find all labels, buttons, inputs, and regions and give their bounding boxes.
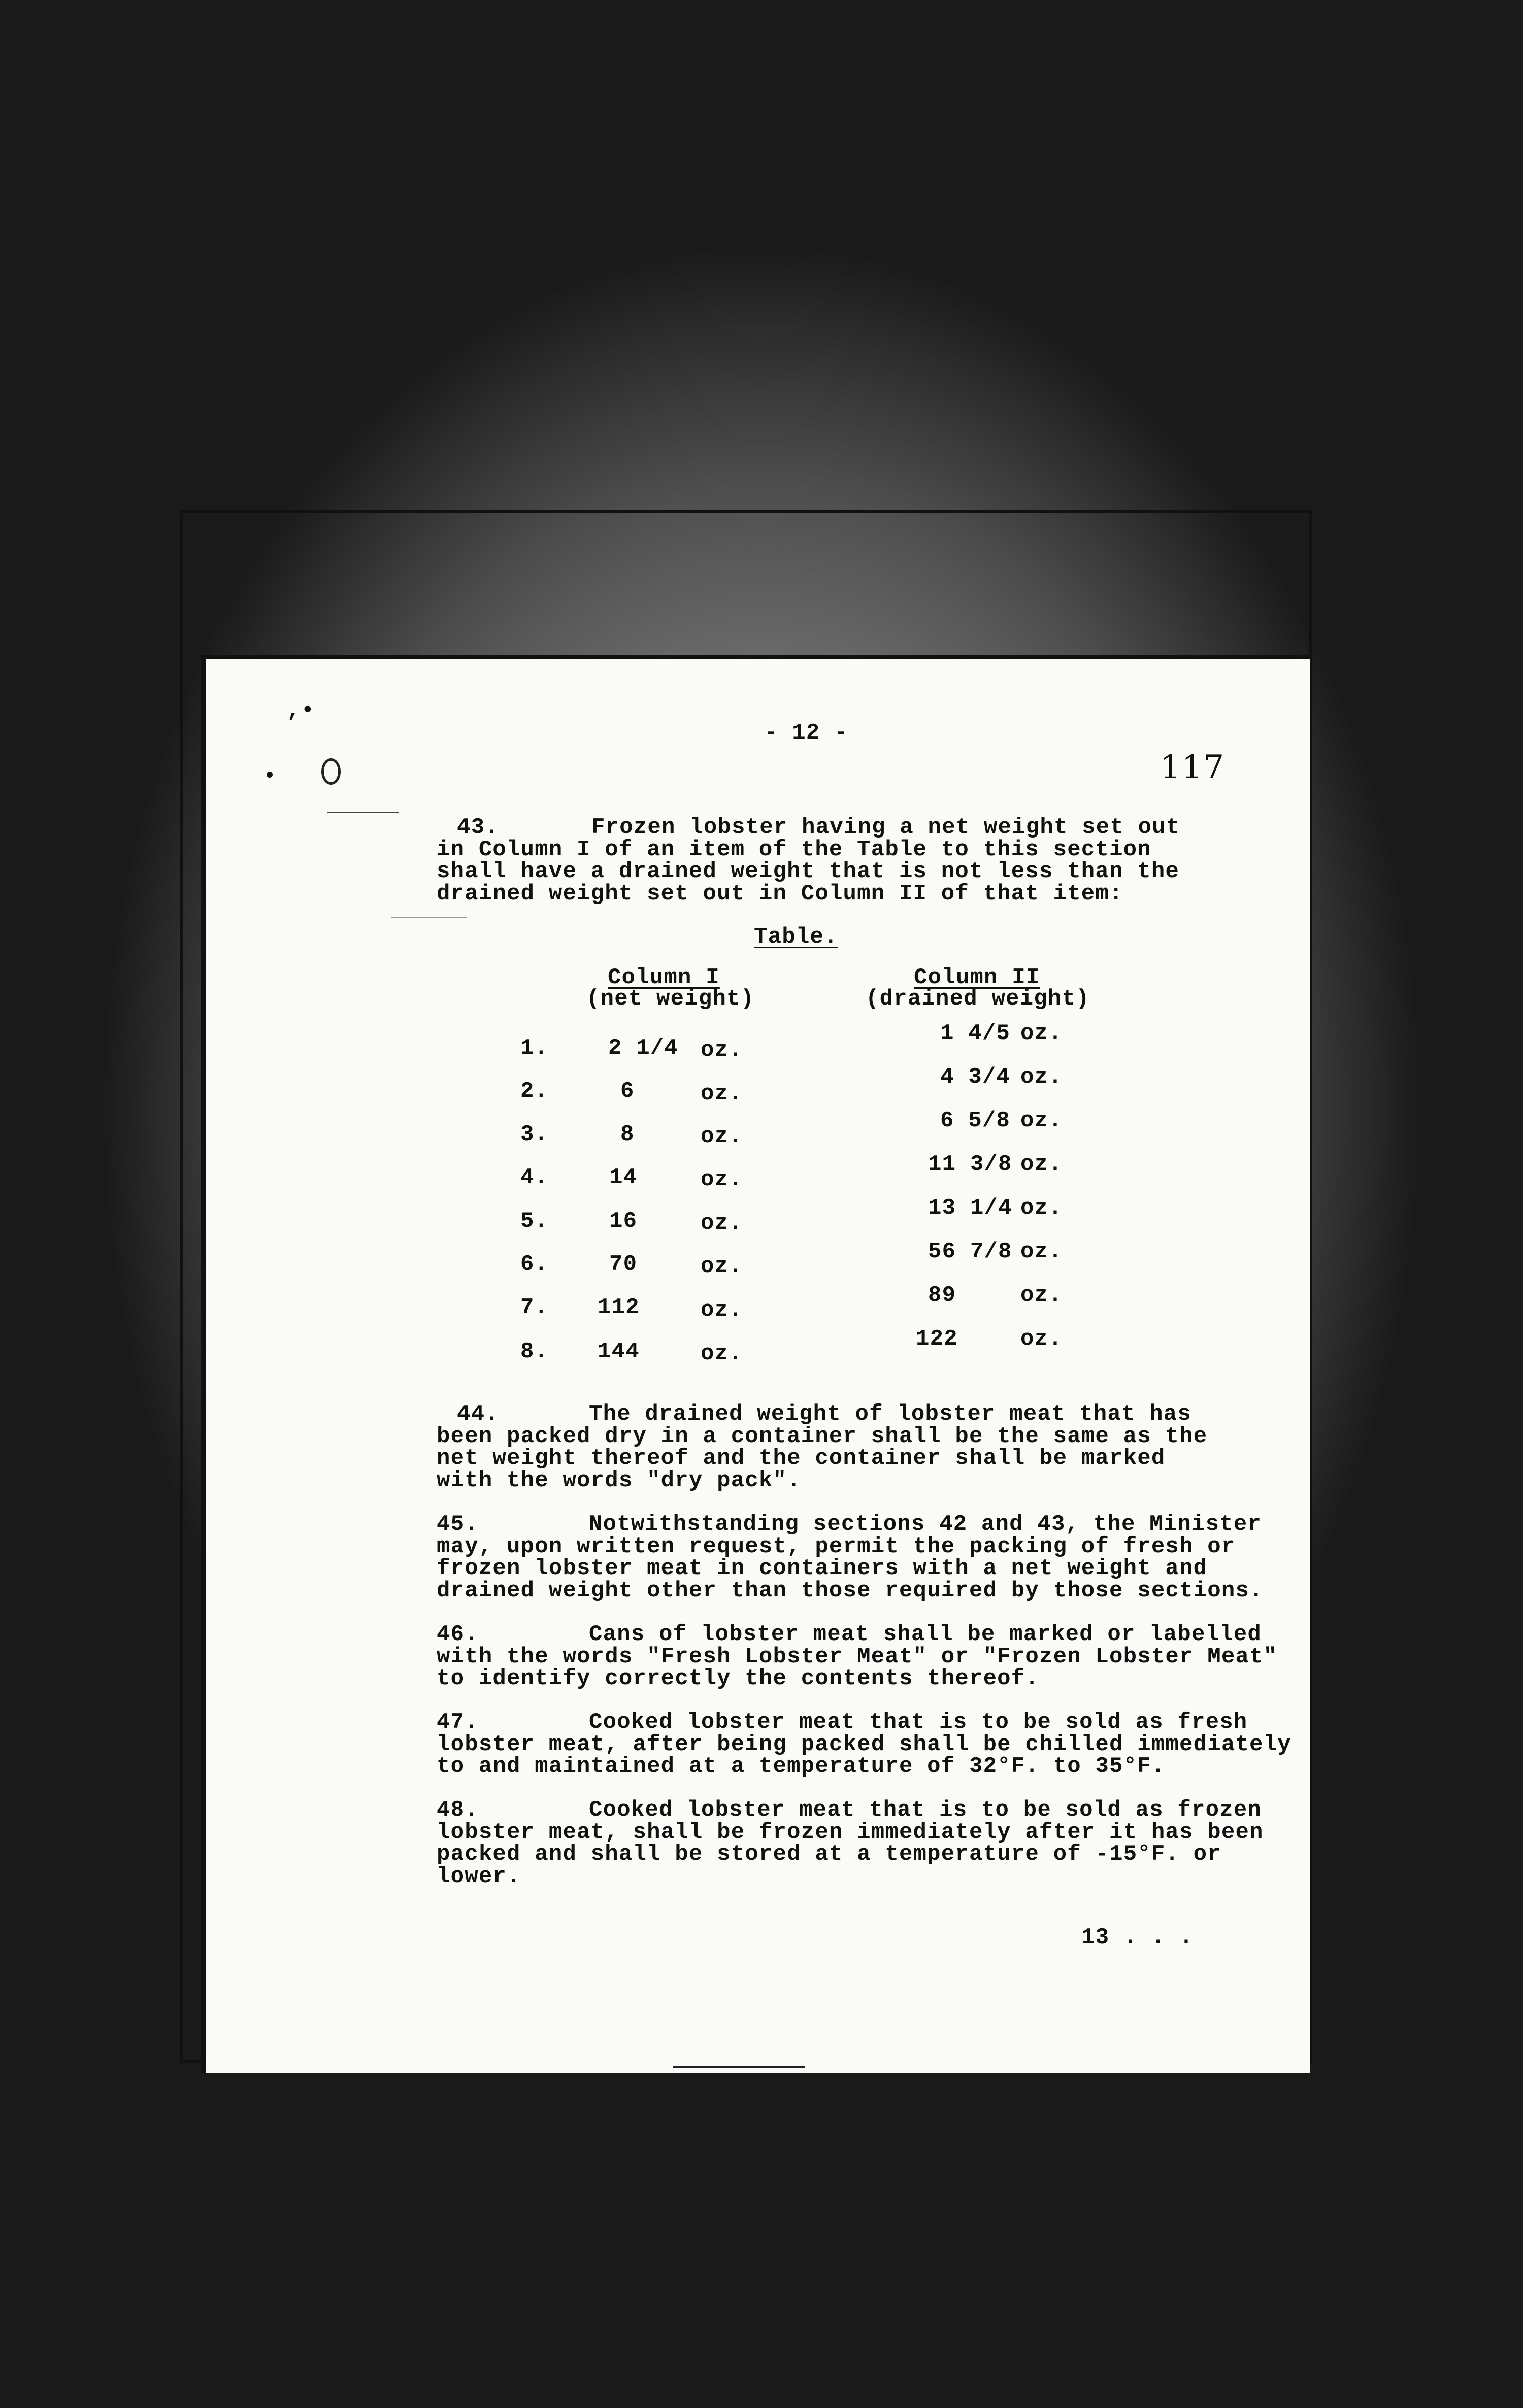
table-item-number: 2. bbox=[520, 1079, 549, 1104]
net-weight-unit: oz. bbox=[701, 1254, 743, 1279]
section-text-line: shall have a drained weight that is not less than the bbox=[437, 859, 1180, 884]
drained-weight-unit: oz. bbox=[1020, 1326, 1063, 1352]
punch-hole bbox=[321, 758, 341, 785]
drained-weight-unit: oz. bbox=[1020, 1195, 1063, 1221]
section-text-line: in Column I of an item of the Table to this section bbox=[437, 837, 1151, 862]
section-number: 45. bbox=[437, 1512, 479, 1537]
table-item-number: 7. bbox=[520, 1295, 549, 1320]
net-weight-value: 16 bbox=[609, 1209, 638, 1234]
section-text-line: lobster meat, after being packed shall be chilled immediately bbox=[437, 1732, 1292, 1757]
net-weight-unit: oz. bbox=[701, 1081, 743, 1107]
drained-weight-unit: oz. bbox=[1020, 1064, 1063, 1090]
drained-weight-unit: oz. bbox=[1020, 1152, 1063, 1177]
drained-weight-unit: oz. bbox=[1020, 1283, 1063, 1308]
section-number: 48. bbox=[437, 1797, 479, 1823]
section-text-line: drained weight set out in Column II of that item: bbox=[437, 881, 1123, 907]
net-weight-unit: oz. bbox=[701, 1297, 743, 1323]
section-text-line: Cooked lobster meat that is to be sold as fresh bbox=[589, 1710, 1248, 1735]
section-number: 46. bbox=[437, 1622, 479, 1647]
section-text-line: drained weight other than those required by those sections. bbox=[437, 1578, 1264, 1603]
column-1-header: Column I bbox=[608, 965, 720, 990]
drained-weight-value: 6 5/8 bbox=[940, 1108, 1011, 1133]
section-text-line: packed and shall be stored at a temperature of -15°F. or bbox=[437, 1842, 1221, 1867]
table-item-number: 5. bbox=[520, 1209, 549, 1234]
net-weight-value: 2 1/4 bbox=[608, 1035, 679, 1061]
net-weight-value: 6 bbox=[620, 1079, 635, 1104]
section-number: 44. bbox=[457, 1401, 499, 1427]
net-weight-unit: oz. bbox=[701, 1038, 743, 1063]
section-text-line: Notwithstanding sections 42 and 43, the Minister bbox=[589, 1512, 1262, 1537]
net-weight-unit: oz. bbox=[701, 1341, 743, 1366]
drained-weight-value: 122 bbox=[916, 1326, 958, 1352]
margin-speck bbox=[267, 772, 273, 778]
net-weight-unit: oz. bbox=[701, 1211, 743, 1236]
section-text-line: Cooked lobster meat that is to be sold as frozen bbox=[589, 1797, 1262, 1823]
section-text-line: with the words "dry pack". bbox=[437, 1468, 801, 1493]
section-text-line: with the words "Fresh Lobster Meat" or "Frozen Lobster Meat" bbox=[437, 1644, 1278, 1669]
section-text-line: net weight thereof and the container shall be marked bbox=[437, 1446, 1166, 1471]
section-text-line: The drained weight of lobster meat that has bbox=[589, 1401, 1191, 1427]
column-2-header: Column II bbox=[914, 965, 1040, 990]
section-text-line: Cans of lobster meat shall be marked or labelled bbox=[589, 1622, 1262, 1647]
page-number: - 12 - bbox=[764, 720, 848, 746]
net-weight-value: 112 bbox=[598, 1295, 640, 1320]
next-page-indicator: 13 . . . bbox=[1081, 1925, 1194, 1950]
column-2-subheader: (drained weight) bbox=[866, 986, 1090, 1012]
section-text-line: lobster meat, shall be frozen immediately after it has been bbox=[437, 1820, 1264, 1845]
bottom-mark bbox=[673, 2066, 805, 2068]
drained-weight-unit: oz. bbox=[1020, 1021, 1063, 1046]
section-text-line: may, upon written request, permit the packing of fresh or bbox=[437, 1534, 1236, 1559]
section-text-line: lower. bbox=[437, 1864, 521, 1889]
table-item-number: 8. bbox=[520, 1339, 549, 1364]
table-item-number: 4. bbox=[520, 1165, 549, 1190]
table-item-number: 1. bbox=[520, 1035, 549, 1061]
net-weight-value: 8 bbox=[620, 1122, 635, 1147]
drained-weight-value: 11 3/8 bbox=[928, 1152, 1012, 1177]
net-weight-value: 14 bbox=[609, 1165, 638, 1190]
margin-mark: ,• bbox=[287, 698, 315, 723]
section-text-line: to and maintained at a temperature of 32°F. to 35°F. bbox=[437, 1754, 1166, 1779]
drained-weight-unit: oz. bbox=[1020, 1239, 1063, 1264]
drained-weight-value: 4 3/4 bbox=[940, 1064, 1011, 1090]
section-text-line: frozen lobster meat in containers with a net weight and bbox=[437, 1556, 1208, 1581]
table-title: Table. bbox=[754, 924, 838, 950]
section-text-line: Frozen lobster having a net weight set out bbox=[591, 815, 1180, 840]
drained-weight-unit: oz. bbox=[1020, 1108, 1063, 1133]
section-text-line: to identify correctly the contents thereof. bbox=[437, 1666, 1039, 1691]
margin-rule-faint bbox=[391, 917, 467, 918]
column-1-subheader: (net weight) bbox=[586, 986, 755, 1012]
table-item-number: 3. bbox=[520, 1122, 549, 1147]
document-page bbox=[201, 655, 1310, 2073]
section-number: 43. bbox=[457, 815, 499, 840]
drained-weight-value: 56 7/8 bbox=[928, 1239, 1012, 1264]
net-weight-value: 144 bbox=[598, 1339, 640, 1364]
drained-weight-value: 89 bbox=[928, 1283, 956, 1308]
table-item-number: 6. bbox=[520, 1252, 549, 1277]
drained-weight-value: 13 1/4 bbox=[928, 1195, 1012, 1221]
section-number: 47. bbox=[437, 1710, 479, 1735]
drained-weight-value: 1 4/5 bbox=[940, 1021, 1011, 1046]
net-weight-value: 70 bbox=[609, 1252, 638, 1277]
page-stamp-number: 117 bbox=[1160, 749, 1226, 786]
net-weight-unit: oz. bbox=[701, 1124, 743, 1149]
section-text-line: been packed dry in a container shall be the same as the bbox=[437, 1424, 1208, 1449]
margin-rule bbox=[327, 812, 399, 813]
net-weight-unit: oz. bbox=[701, 1167, 743, 1192]
